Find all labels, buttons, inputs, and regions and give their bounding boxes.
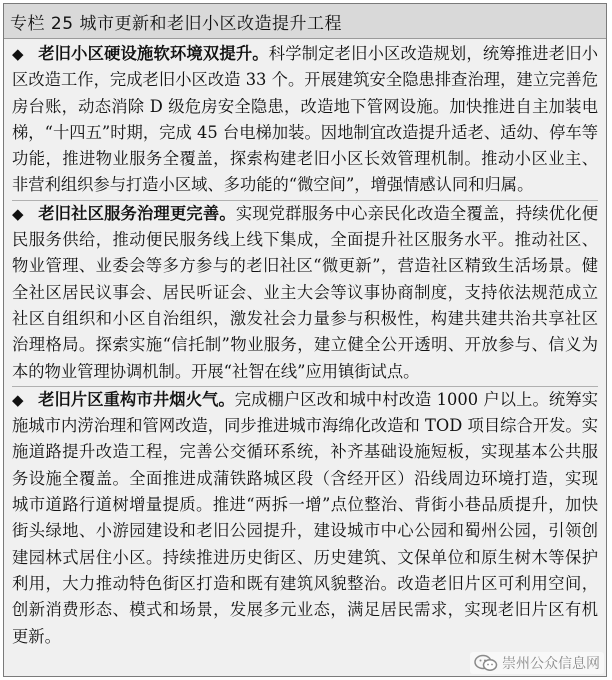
section-body: 完成棚户区改和城中村改造 1000 户以上。统筹实施城市内涝治理和管网改造，同步推进城市海绵化改造和 TOD 项目综合开发。实施道路提升改造工程，完善公交循环系统，补齐基础设施短板，实现基本公共服务设施全覆盖。全面推进成蒲铁路城区段（含经开区）沿线周边环境打造，实现城市道路行道树增量提质。推进“两拆一增”点位整治、背街小巷品质提升，加快街头绿地、小游园建设和老旧公园提升，建设城市中心公园和蜀州公园，引领创建园林式居住小区。持续推进历史街区、历史建筑、文保单位和原生树木等保护利用，大力推动特色街区打造和既有建筑风貌整治。改造老旧片区可利用空间，创新消费形态、模式和场景，发展多元业态，满足居民需求，实现老旧片区有机更新。 — [12, 389, 598, 646]
column-body — [4, 39, 606, 650]
section-body: 科学制定老旧小区改造规划，统筹推进老旧小区改造工作，完成老旧小区改造 33 个。开展建筑安全隐患排查治理，建立完善危房台账，动态消除 D 级危房安全隐患，改造地下管网设施。加快推进自主加装电梯，“十四五”时期，完成 45 台电梯加装。因地制宜改造提升适老、适幼、停车等功能，推进物业服务全覆盖，探索构建老旧小区长效管理机制。推动小区业主、非营利组织参与打造小区域、多功能的“微空间”，增强情感认同和归属。 — [12, 44, 598, 195]
section-old-district-renewal — [12, 386, 598, 650]
section-body: 实现党群服务中心亲民化改造全覆盖，持续优化便民服务供给，推动便民服务线上线下集成，全面提升社区服务水平。推动社区、物业管理、业委会等多方参与的老旧社区“微更新”，营造社区精致生活场景。健全社区居民议事会、居民听证会、业主大会等议事协商制度，支持依法规范成立社区自组织和小区自治组织，激发社会力量参与积极性，构建共建共治共享社区治理格局。探索实施“信托制”物业服务，建立健全公开透明、开放参与、信义为本的物业管理协调机制。开展“社智在线”应用镇街试点。 — [12, 203, 598, 381]
diamond-bullet-icon: ◆ — [12, 390, 24, 409]
diamond-bullet-icon: ◆ — [12, 204, 24, 223]
section-heading: 老旧片区重构市井烟火气。 — [38, 389, 235, 409]
column-box — [3, 3, 607, 677]
section-heading: 老旧社区服务治理更完善。 — [38, 203, 236, 223]
section-old-residential-facilities — [12, 41, 598, 199]
column-title: 专栏 25 城市更新和老旧小区改造提升工程 — [4, 4, 606, 39]
wechat-icon — [474, 654, 498, 672]
diamond-bullet-icon: ◆ — [12, 45, 24, 63]
section-heading: 老旧小区硬设施软环境双提升。 — [38, 44, 269, 63]
section-old-community-governance — [12, 200, 598, 385]
watermark-text: 崇州公众信息网 — [502, 656, 600, 672]
watermark — [470, 652, 604, 674]
